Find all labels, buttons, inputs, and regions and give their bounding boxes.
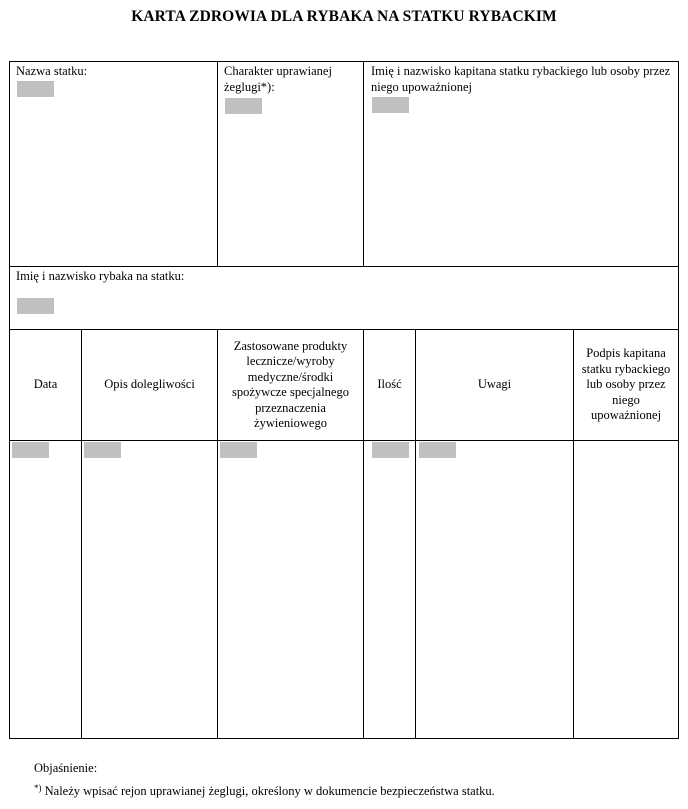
header-complaint-description: Opis dolegliwości xyxy=(104,377,195,392)
header-quantity: Ilość xyxy=(377,377,402,392)
health-card-form xyxy=(9,61,679,739)
navigation-type-label-text: Charakter uprawianej żeglugi*): xyxy=(224,64,332,94)
border-bottom xyxy=(9,738,679,739)
table-col-divider-2 xyxy=(217,329,218,739)
footnote-heading: Objaśnienie: xyxy=(34,761,98,775)
navigation-type-label xyxy=(224,63,354,95)
border-right xyxy=(678,61,679,739)
date-field[interactable] xyxy=(12,442,49,458)
captain-name-label: Imię i nazwisko kapitana statku rybackiego lub osoby przez niego upoważnionej xyxy=(371,64,671,94)
vessel-name-label: Nazwa statku: xyxy=(16,64,88,78)
divider-vessel-col1 xyxy=(217,61,218,267)
products-used-field[interactable] xyxy=(220,442,257,458)
complaint-description-field[interactable] xyxy=(84,442,121,458)
divider-vessel-fisher xyxy=(9,266,679,267)
footnote-marker: *) xyxy=(34,783,42,793)
divider-table-header xyxy=(9,440,679,441)
document-title: KARTA ZDROWIA DLA RYBAKA NA STATKU RYBACKIM xyxy=(131,8,557,25)
remarks-field[interactable] xyxy=(419,442,456,458)
navigation-type-field[interactable] xyxy=(225,98,262,114)
header-date: Data xyxy=(33,377,58,392)
table-col-divider-5 xyxy=(573,329,574,739)
captain-name-field[interactable] xyxy=(372,97,409,113)
fisher-name-label: Imię i nazwisko rybaka na statku: xyxy=(16,269,185,283)
divider-vessel-col2 xyxy=(363,61,364,267)
footnote-text: Należy wpisać rejon uprawianej żeglugi, określony w dokumencie bezpieczeństwa statku. xyxy=(44,784,495,798)
vessel-name-field[interactable] xyxy=(17,81,54,97)
border-top xyxy=(9,61,679,62)
header-remarks: Uwagi xyxy=(477,377,512,392)
quantity-field[interactable] xyxy=(372,442,409,458)
header-products-used: Zastosowane produkty lecznicze/wyroby medyczne/środki spożywcze specjalnego przeznaczenia żywieniowego xyxy=(232,338,349,430)
fisher-name-field[interactable] xyxy=(17,298,54,314)
footnote xyxy=(34,780,674,799)
header-captain-signature: Podpis kapitana statku rybackiego lub osoby przez niego upoważnionej xyxy=(581,346,671,423)
